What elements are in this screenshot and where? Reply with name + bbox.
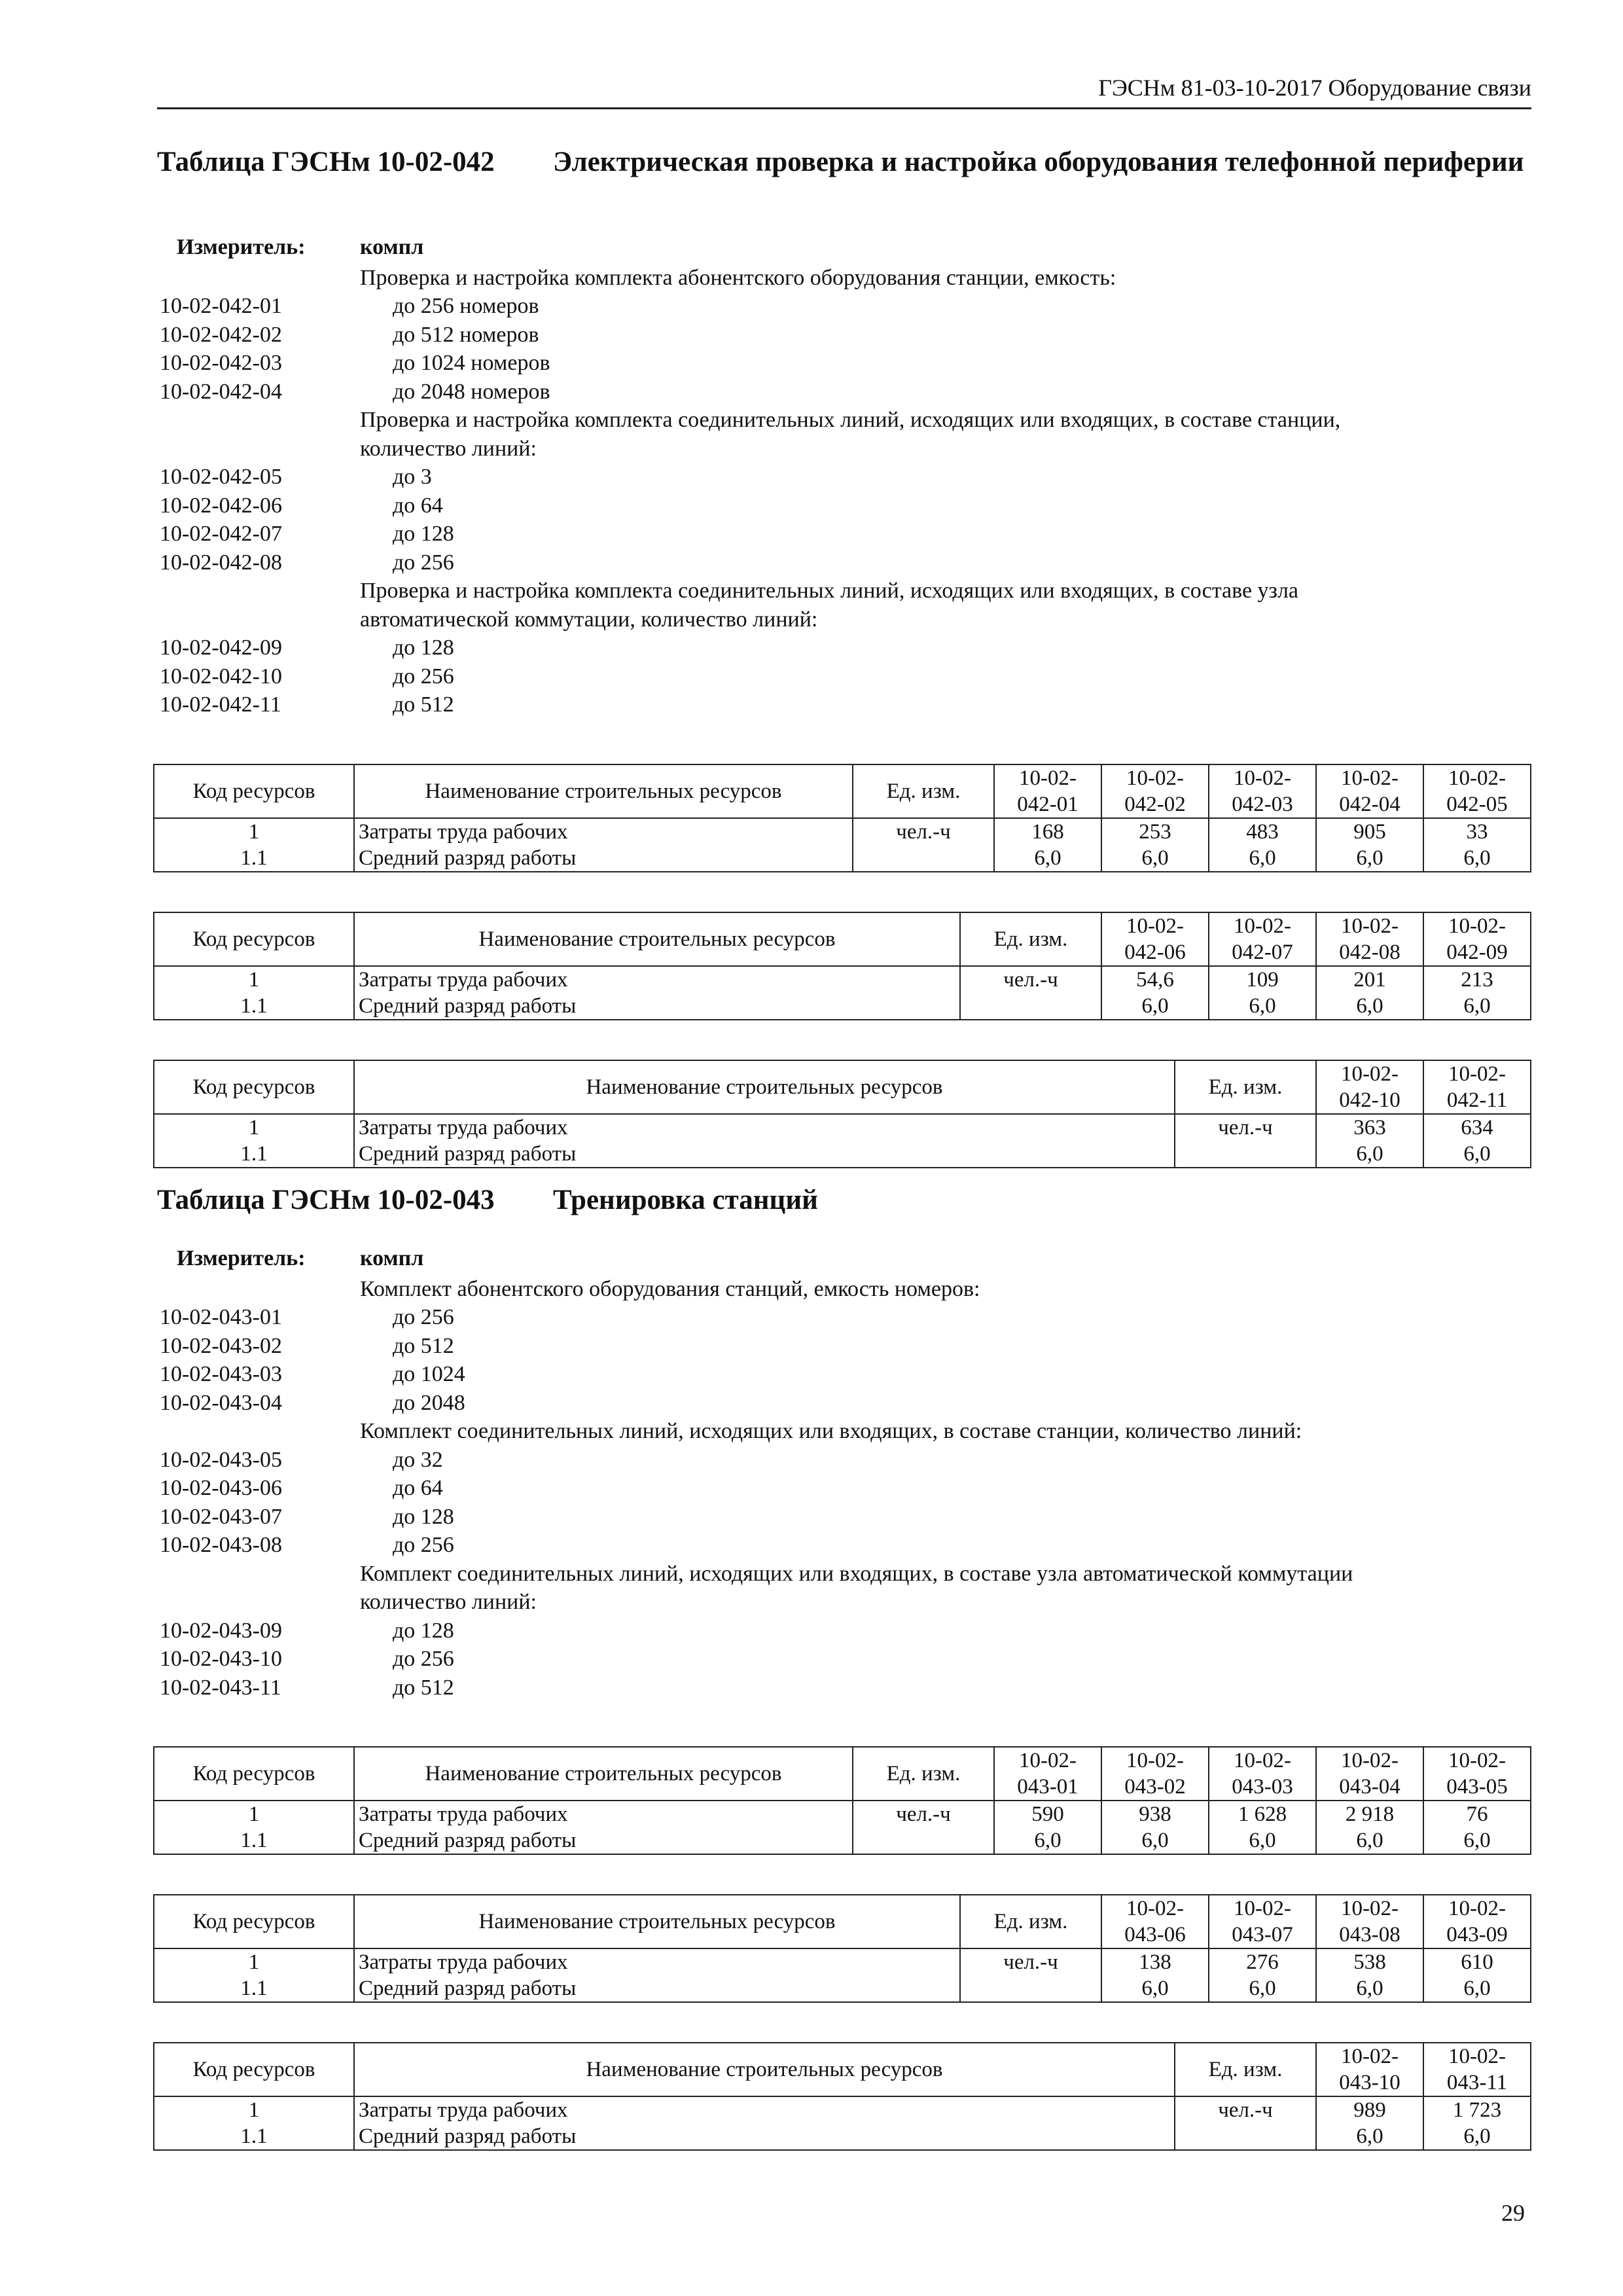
resource-table xyxy=(153,1894,1531,2003)
item-code: 10-02-043-10 xyxy=(160,1647,282,1671)
item-label: до 256 xyxy=(393,664,454,689)
resource-value: 590 xyxy=(994,1801,1101,1827)
group-description: Комплект абонентского оборудования станций, емкость номеров: xyxy=(360,1276,980,1301)
col-header-rate-code xyxy=(1209,912,1316,966)
resource-code: 1.1 xyxy=(154,845,354,872)
col-header-rate-code xyxy=(994,764,1101,818)
resource-code: 1 xyxy=(154,818,354,845)
col-header-code: Код ресурсов xyxy=(154,912,354,966)
item-label: до 64 xyxy=(393,1476,443,1500)
col-header-rate-code xyxy=(1316,1895,1423,1948)
rate-code-part: 042-09 xyxy=(1446,940,1508,964)
resource-name: Затраты труда рабочих xyxy=(354,818,853,845)
resource-value: 6,0 xyxy=(1209,845,1316,872)
item-code: 10-02-043-09 xyxy=(160,1618,282,1643)
resource-value: 6,0 xyxy=(1209,1975,1316,2002)
resource-unit xyxy=(853,845,994,872)
item-code: 10-02-042-11 xyxy=(160,692,281,717)
resource-name: Средний разряд работы xyxy=(354,1975,960,2002)
resource-value: 610 xyxy=(1423,1948,1531,1975)
col-header-unit: Ед. изм. xyxy=(1175,2043,1316,2096)
item-label: до 128 xyxy=(393,636,454,660)
resource-value: 6,0 xyxy=(1316,1975,1423,2002)
item-code: 10-02-043-07 xyxy=(160,1504,282,1529)
col-header-name: Наименование строительных ресурсов xyxy=(354,1747,853,1801)
section-name: Электрическая проверка и настройка оборудования телефонной периферии xyxy=(553,147,1524,177)
group-description: Проверка и настройка комплекта соединительных линий, исходящих или входящих, в составе узла xyxy=(360,579,1299,603)
item-code: 10-02-042-01 xyxy=(160,294,282,318)
item-label: до 512 номеров xyxy=(393,322,539,347)
table-row xyxy=(154,966,1531,993)
col-header-name: Наименование строительных ресурсов xyxy=(354,1895,960,1948)
meter-label: Измеритель: xyxy=(177,1246,306,1270)
resource-code: 1 xyxy=(154,1948,354,1975)
table-row xyxy=(154,1975,1531,2002)
rate-code-part: 10-02- xyxy=(1234,1749,1291,1772)
resource-value: 483 xyxy=(1209,818,1316,845)
rate-code-part: 043-05 xyxy=(1446,1775,1508,1799)
rate-code-part: 10-02- xyxy=(1341,1062,1399,1086)
rate-code-part: 042-03 xyxy=(1232,792,1293,816)
rate-code-part: 10-02- xyxy=(1234,1897,1291,1920)
col-header-rate-code xyxy=(994,1747,1101,1801)
resource-name: Затраты труда рабочих xyxy=(354,966,960,993)
item-code: 10-02-043-11 xyxy=(160,1675,281,1700)
rate-code-part: 10-02- xyxy=(1341,1749,1399,1772)
item-label: до 512 xyxy=(393,1675,454,1700)
item-code: 10-02-042-09 xyxy=(160,636,282,660)
resource-code: 1.1 xyxy=(154,1827,354,1854)
rate-code-part: 10-02- xyxy=(1448,1749,1506,1772)
resource-value: 538 xyxy=(1316,1948,1423,1975)
table-row xyxy=(154,1948,1531,1975)
rate-code-part: 042-01 xyxy=(1017,792,1079,816)
col-header-name: Наименование строительных ресурсов xyxy=(354,2043,1175,2096)
col-header-rate-code xyxy=(1423,2043,1531,2096)
rate-code-part: 042-04 xyxy=(1339,792,1400,816)
col-header-unit: Ед. изм. xyxy=(1175,1060,1316,1114)
col-header-rate-code xyxy=(1423,1895,1531,1948)
resource-value: 6,0 xyxy=(1423,1141,1531,1168)
rate-code-part: 10-02- xyxy=(1341,766,1399,790)
resource-name: Средний разряд работы xyxy=(354,1141,1175,1168)
rate-code-part: 10-02- xyxy=(1126,766,1184,790)
rate-code-part: 10-02- xyxy=(1341,1897,1399,1920)
group-description: количество линий: xyxy=(360,1590,537,1614)
resource-value: 6,0 xyxy=(1423,1975,1531,2002)
group-description: Проверка и настройка комплекта соединительных линий, исходящих или входящих, в составе станции, xyxy=(360,408,1341,432)
resource-value: 6,0 xyxy=(1101,1827,1209,1854)
col-header-rate-code xyxy=(1101,1895,1209,1948)
item-label: до 3 xyxy=(393,465,432,489)
resource-value: 6,0 xyxy=(1209,1827,1316,1854)
resource-value: 905 xyxy=(1316,818,1423,845)
rate-code-part: 10-02- xyxy=(1448,1897,1506,1920)
rate-code-part: 10-02- xyxy=(1448,914,1506,938)
rate-code-part: 043-10 xyxy=(1339,2071,1400,2094)
item-code: 10-02-043-08 xyxy=(160,1533,282,1557)
resource-name: Затраты труда рабочих xyxy=(354,1114,1175,1141)
resource-unit xyxy=(853,1827,994,1854)
rate-code-part: 10-02- xyxy=(1341,914,1399,938)
resource-unit: чел.-ч xyxy=(1175,2096,1316,2123)
resource-unit: чел.-ч xyxy=(960,966,1101,993)
resource-value: 109 xyxy=(1209,966,1316,993)
resource-value: 54,6 xyxy=(1101,966,1209,993)
item-code: 10-02-042-10 xyxy=(160,664,282,689)
resource-value: 6,0 xyxy=(1316,1141,1423,1168)
rate-code-part: 042-02 xyxy=(1124,792,1186,816)
resource-value: 213 xyxy=(1423,966,1531,993)
rate-code-part: 10-02- xyxy=(1448,766,1506,790)
item-label: до 512 xyxy=(393,692,454,717)
item-label: до 256 xyxy=(393,1647,454,1671)
section-code: Таблица ГЭСНм 10-02-043 xyxy=(157,1185,495,1215)
resource-table xyxy=(153,1746,1531,1855)
table-row xyxy=(154,2096,1531,2123)
col-header-rate-code xyxy=(1209,764,1316,818)
resource-value: 201 xyxy=(1316,966,1423,993)
col-header-rate-code xyxy=(1316,2043,1423,2096)
rate-code-part: 043-08 xyxy=(1339,1923,1400,1946)
resource-value: 6,0 xyxy=(1316,845,1423,872)
rate-code-part: 10-02- xyxy=(1126,914,1184,938)
resource-value: 2 918 xyxy=(1316,1801,1423,1827)
section-code: Таблица ГЭСНм 10-02-042 xyxy=(157,147,495,177)
resource-value: 253 xyxy=(1101,818,1209,845)
resource-value: 6,0 xyxy=(1423,845,1531,872)
rate-code-part: 10-02- xyxy=(1126,1897,1184,1920)
resource-value: 33 xyxy=(1423,818,1531,845)
resource-value: 138 xyxy=(1101,1948,1209,1975)
item-code: 10-02-043-03 xyxy=(160,1362,282,1386)
item-label: до 256 xyxy=(393,1305,454,1329)
col-header-name: Наименование строительных ресурсов xyxy=(354,764,853,818)
resource-table xyxy=(153,1060,1531,1168)
col-header-rate-code xyxy=(1316,912,1423,966)
resource-value: 1 723 xyxy=(1423,2096,1531,2123)
group-description: Комплект соединительных линий, исходящих или входящих, в составе станции, количество линий: xyxy=(360,1419,1302,1443)
rate-code-part: 043-07 xyxy=(1232,1923,1293,1946)
resource-value: 6,0 xyxy=(994,845,1101,872)
item-label: до 128 xyxy=(393,1504,454,1529)
page-number: 29 xyxy=(1501,2200,1525,2226)
item-code: 10-02-042-06 xyxy=(160,493,282,518)
item-label: до 32 xyxy=(393,1447,443,1472)
rate-code-part: 043-06 xyxy=(1124,1923,1186,1946)
group-description: количество линий: xyxy=(360,436,537,461)
resource-value: 76 xyxy=(1423,1801,1531,1827)
col-header-unit: Ед. изм. xyxy=(960,912,1101,966)
resource-value: 276 xyxy=(1209,1948,1316,1975)
resource-code: 1.1 xyxy=(154,1141,354,1168)
item-code: 10-02-042-03 xyxy=(160,351,282,375)
rate-code-part: 043-04 xyxy=(1339,1775,1400,1799)
col-header-rate-code xyxy=(1423,1060,1531,1114)
item-code: 10-02-042-02 xyxy=(160,322,282,347)
group-description: Комплект соединительных линий, исходящих или входящих, в составе узла автоматической коммутации xyxy=(360,1561,1353,1586)
table-row xyxy=(154,1141,1531,1168)
meter-unit: компл xyxy=(360,1246,424,1270)
resource-name: Средний разряд работы xyxy=(354,1827,853,1854)
resource-name: Затраты труда рабочих xyxy=(354,1948,960,1975)
resource-unit xyxy=(960,993,1101,1020)
resource-code: 1 xyxy=(154,1114,354,1141)
rate-code-part: 10-02- xyxy=(1019,766,1077,790)
item-code: 10-02-042-04 xyxy=(160,379,282,404)
resource-name: Затраты труда рабочих xyxy=(354,1801,853,1827)
resource-name: Средний разряд работы xyxy=(354,845,853,872)
col-header-code: Код ресурсов xyxy=(154,1895,354,1948)
resource-unit: чел.-ч xyxy=(960,1948,1101,1975)
item-label: до 1024 номеров xyxy=(393,351,550,375)
item-code: 10-02-042-05 xyxy=(160,465,282,489)
item-label: до 2048 xyxy=(393,1390,465,1415)
resource-value: 6,0 xyxy=(1101,1975,1209,2002)
table-row xyxy=(154,1114,1531,1141)
resource-table xyxy=(153,912,1531,1020)
col-header-rate-code xyxy=(1209,1895,1316,1948)
resource-name: Средний разряд работы xyxy=(354,2123,1175,2150)
resource-unit: чел.-ч xyxy=(853,818,994,845)
resource-table xyxy=(153,2042,1531,2151)
item-label: до 256 xyxy=(393,550,454,575)
rate-code-part: 043-01 xyxy=(1017,1775,1079,1799)
item-code: 10-02-042-08 xyxy=(160,550,282,575)
col-header-unit: Ед. изм. xyxy=(853,1747,994,1801)
resource-value: 6,0 xyxy=(1209,993,1316,1020)
resource-name: Затраты труда рабочих xyxy=(354,2096,1175,2123)
col-header-code: Код ресурсов xyxy=(154,1747,354,1801)
item-label: до 512 xyxy=(393,1333,454,1358)
col-header-rate-code xyxy=(1423,1747,1531,1801)
item-code: 10-02-043-02 xyxy=(160,1333,282,1358)
resource-code: 1.1 xyxy=(154,1975,354,2002)
col-header-name: Наименование строительных ресурсов xyxy=(354,912,960,966)
item-label: до 1024 xyxy=(393,1362,465,1386)
table-row xyxy=(154,818,1531,845)
resource-value: 6,0 xyxy=(1316,2123,1423,2150)
resource-code: 1.1 xyxy=(154,2123,354,2150)
rate-code-part: 042-11 xyxy=(1446,1088,1508,1112)
resource-value: 1 628 xyxy=(1209,1801,1316,1827)
col-header-rate-code xyxy=(1209,1747,1316,1801)
item-label: до 128 xyxy=(393,1618,454,1643)
resource-value: 6,0 xyxy=(1423,1827,1531,1854)
resource-value: 6,0 xyxy=(1423,993,1531,1020)
resource-value: 6,0 xyxy=(1101,845,1209,872)
rate-code-part: 042-06 xyxy=(1124,940,1186,964)
item-code: 10-02-042-07 xyxy=(160,522,282,546)
item-code: 10-02-043-04 xyxy=(160,1390,282,1415)
item-label: до 2048 номеров xyxy=(393,379,550,404)
item-code: 10-02-043-06 xyxy=(160,1476,282,1500)
rate-code-part: 043-03 xyxy=(1232,1775,1293,1799)
resource-value: 6,0 xyxy=(1423,2123,1531,2150)
resource-code: 1.1 xyxy=(154,993,354,1020)
resource-value: 938 xyxy=(1101,1801,1209,1827)
resource-value: 168 xyxy=(994,818,1101,845)
col-header-name: Наименование строительных ресурсов xyxy=(354,1060,1175,1114)
rate-code-part: 042-10 xyxy=(1339,1088,1400,1112)
rate-code-part: 10-02- xyxy=(1019,1749,1077,1772)
meter-unit: компл xyxy=(360,235,424,259)
col-header-rate-code xyxy=(1423,764,1531,818)
rate-code-part: 10-02- xyxy=(1234,766,1291,790)
rate-code-part: 042-07 xyxy=(1232,940,1293,964)
item-code: 10-02-043-01 xyxy=(160,1305,282,1329)
resource-value: 6,0 xyxy=(1316,993,1423,1020)
resource-name: Средний разряд работы xyxy=(354,993,960,1020)
col-header-code: Код ресурсов xyxy=(154,1060,354,1114)
table-row xyxy=(154,845,1531,872)
resource-unit: чел.-ч xyxy=(853,1801,994,1827)
col-header-rate-code xyxy=(1423,912,1531,966)
rate-code-part: 043-11 xyxy=(1446,2071,1508,2094)
table-row xyxy=(154,1827,1531,1854)
resource-unit xyxy=(1175,1141,1316,1168)
resource-value: 6,0 xyxy=(1316,1827,1423,1854)
rate-code-part: 10-02- xyxy=(1448,2045,1506,2068)
rate-code-part: 10-02- xyxy=(1341,2045,1399,2068)
resource-value: 6,0 xyxy=(1101,993,1209,1020)
col-header-rate-code xyxy=(1101,912,1209,966)
resource-unit xyxy=(1175,2123,1316,2150)
rate-code-part: 10-02- xyxy=(1126,1749,1184,1772)
rate-code-part: 043-09 xyxy=(1446,1923,1508,1946)
resource-unit xyxy=(960,1975,1101,2002)
section-name: Тренировка станций xyxy=(553,1185,818,1215)
col-header-rate-code xyxy=(1316,1747,1423,1801)
col-header-rate-code xyxy=(1101,1747,1209,1801)
col-header-rate-code xyxy=(1101,764,1209,818)
item-label: до 128 xyxy=(393,522,454,546)
col-header-code: Код ресурсов xyxy=(154,2043,354,2096)
rate-code-part: 042-08 xyxy=(1339,940,1400,964)
table-row xyxy=(154,993,1531,1020)
resource-code: 1 xyxy=(154,1801,354,1827)
rate-code-part: 042-05 xyxy=(1446,792,1508,816)
rate-code-part: 10-02- xyxy=(1448,1062,1506,1086)
item-label: до 64 xyxy=(393,493,443,518)
resource-value: 6,0 xyxy=(994,1827,1101,1854)
resource-value: 363 xyxy=(1316,1114,1423,1141)
col-header-rate-code xyxy=(1316,764,1423,818)
resource-table xyxy=(153,764,1531,872)
item-label: до 256 номеров xyxy=(393,294,539,318)
resource-unit: чел.-ч xyxy=(1175,1114,1316,1141)
table-row xyxy=(154,1801,1531,1827)
item-code: 10-02-043-05 xyxy=(160,1447,282,1472)
page-header: ГЭСНм 81-03-10-2017 Оборудование связи xyxy=(157,73,1531,109)
resource-code: 1 xyxy=(154,2096,354,2123)
meter-label: Измеритель: xyxy=(177,235,306,259)
item-label: до 256 xyxy=(393,1533,454,1557)
rate-code-part: 043-02 xyxy=(1124,1775,1186,1799)
resource-code: 1 xyxy=(154,966,354,993)
resource-value: 634 xyxy=(1423,1114,1531,1141)
group-description: автоматической коммутации, количество линий: xyxy=(360,607,818,632)
rate-code-part: 10-02- xyxy=(1234,914,1291,938)
col-header-unit: Ед. изм. xyxy=(853,764,994,818)
col-header-unit: Ед. изм. xyxy=(960,1895,1101,1948)
resource-value: 989 xyxy=(1316,2096,1423,2123)
table-row xyxy=(154,2123,1531,2150)
col-header-rate-code xyxy=(1316,1060,1423,1114)
col-header-code: Код ресурсов xyxy=(154,764,354,818)
group-description: Проверка и настройка комплекта абонентского оборудования станции, емкость: xyxy=(360,265,1116,290)
